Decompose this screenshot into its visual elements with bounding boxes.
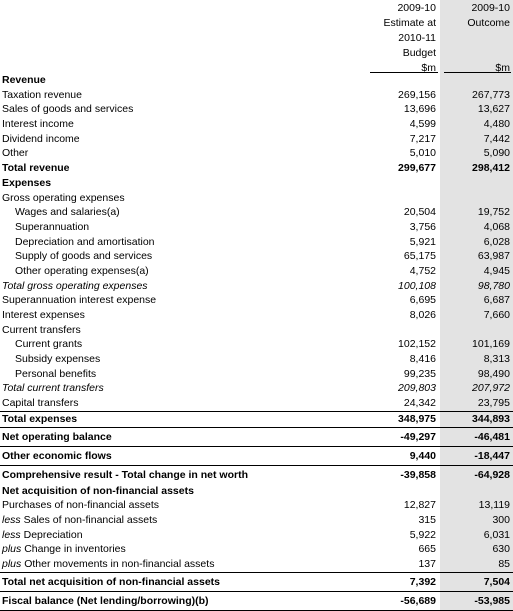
outcome-value: 13,119 [478, 499, 510, 512]
row-label-text: Depreciation [23, 528, 83, 541]
table-row [0, 465, 513, 484]
estimate-value: 665 [418, 543, 436, 556]
row-label-text: Other [2, 147, 29, 160]
row-label-text: Personal benefits [15, 367, 97, 380]
table-row [0, 367, 513, 382]
table-row [0, 176, 513, 191]
estimate-value: 137 [418, 557, 436, 570]
row-label [2, 73, 46, 88]
row-label [2, 447, 112, 465]
row-label [2, 396, 78, 411]
row-label-text: Superannuation [15, 220, 90, 233]
outcome-value: 98,780 [477, 279, 510, 292]
row-label-text: Other economic flows [2, 449, 112, 462]
outcome-value: 23,795 [477, 397, 510, 410]
row-label [2, 102, 133, 117]
row-label-text: Comprehensive result - Total change in net worth [2, 468, 249, 481]
table-header [0, 0, 513, 73]
row-label [2, 279, 148, 294]
table-row [0, 191, 513, 206]
row-label [15, 205, 120, 220]
row-label [2, 542, 126, 557]
header-unit: $m [421, 62, 436, 74]
row-label [2, 513, 157, 528]
table-row [0, 249, 513, 264]
row-label-text: Total current transfers [2, 382, 104, 395]
table-row [0, 220, 513, 235]
row-prefix: less [2, 513, 21, 526]
row-label-text: Revenue [2, 74, 46, 86]
row-label-text: Total net acquisition of non-financial assets [2, 575, 220, 588]
row-label [2, 176, 51, 191]
table-row [0, 542, 513, 557]
estimate-value: 24,342 [403, 397, 436, 410]
table-row [0, 146, 513, 161]
header-line [442, 31, 510, 46]
row-label-text: Total revenue [2, 162, 70, 175]
table-row [0, 557, 513, 572]
table-row [0, 264, 513, 279]
header-line: Estimate at [383, 17, 436, 29]
row-label [15, 367, 96, 382]
header-line: 2009-10 [397, 2, 436, 14]
header-line: 2009-10 [471, 2, 510, 14]
table-row [0, 591, 513, 611]
estimate-value: 5,010 [409, 147, 436, 160]
header-line [442, 46, 510, 61]
row-label [2, 484, 194, 499]
header-line: Outcome [467, 17, 510, 29]
table-row [0, 484, 513, 499]
row-label [2, 573, 220, 591]
row-label [15, 249, 152, 264]
table-row [0, 308, 513, 323]
row-label-text: Sales of goods and services [2, 103, 134, 116]
row-prefix: less [2, 528, 21, 541]
outcome-value: 63,987 [477, 250, 510, 263]
row-label [2, 428, 112, 446]
row-label [15, 337, 82, 352]
table-row [0, 132, 513, 147]
row-label-text: Change in inventories [24, 543, 126, 556]
row-label-text: Current grants [15, 338, 83, 351]
estimate-value: 269,156 [398, 88, 436, 101]
row-label-text: Net operating balance [2, 430, 112, 443]
estimate-value: -49,297 [400, 430, 436, 443]
estimate-value: 5,922 [409, 528, 436, 541]
row-label-text: Wages and salaries(a) [15, 206, 120, 219]
header-outcome-column [442, 1, 510, 76]
outcome-value: 4,480 [483, 118, 510, 131]
estimate-value: 4,752 [409, 264, 436, 277]
estimate-value: 20,504 [403, 206, 436, 219]
table-row [0, 279, 513, 294]
outcome-value: 5,090 [483, 147, 510, 160]
outcome-value: 13,627 [477, 103, 510, 116]
estimate-value: 8,416 [409, 353, 436, 366]
row-label-text: Capital transfers [2, 397, 79, 410]
table-row [0, 352, 513, 367]
header-estimate-column [368, 1, 436, 76]
row-label-text: Purchases of non-financial assets [2, 499, 160, 512]
header-unit: $m [495, 62, 510, 74]
outcome-value: 98,490 [477, 367, 510, 380]
table-row [0, 88, 513, 103]
table-row [0, 337, 513, 352]
estimate-value: 8,026 [409, 309, 436, 321]
estimate-value: 209,803 [398, 382, 436, 395]
estimate-value: 299,677 [398, 162, 436, 175]
row-label [2, 88, 82, 103]
table-body [0, 73, 513, 611]
table-row [0, 396, 513, 411]
outcome-value: 4,945 [483, 264, 510, 277]
outcome-value: 8,313 [483, 353, 510, 366]
row-label [2, 117, 74, 132]
row-label-text: Depreciation and amortisation [15, 235, 155, 248]
row-label [2, 323, 81, 338]
row-label [2, 466, 248, 484]
estimate-value: 7,392 [409, 575, 436, 588]
row-label-text: Superannuation interest expense [2, 294, 157, 307]
table-row [0, 235, 513, 250]
outcome-value: -46,481 [474, 430, 510, 443]
outcome-value: 85 [498, 557, 510, 570]
estimate-value: 100,108 [398, 279, 436, 292]
row-label-text: Total gross operating expenses [2, 279, 148, 292]
row-label [2, 191, 125, 206]
row-label [2, 293, 156, 308]
row-label [2, 132, 80, 147]
outcome-value: -18,447 [474, 449, 510, 462]
outcome-value: 6,687 [483, 294, 510, 307]
row-label [2, 412, 77, 427]
table-row [0, 411, 513, 427]
row-label-text: Expenses [2, 176, 52, 189]
row-label [15, 264, 149, 279]
outcome-value: 4,068 [483, 220, 510, 233]
outcome-value: -64,928 [474, 468, 510, 481]
row-label-text: Sales of non-financial assets [23, 513, 158, 526]
table-row [0, 513, 513, 528]
row-label-text: Other operating expenses(a) [15, 264, 149, 277]
table-row [0, 73, 513, 88]
outcome-value: 630 [492, 543, 510, 556]
row-label-text: Gross operating expenses [2, 191, 125, 204]
estimate-value: 4,599 [409, 118, 436, 131]
row-label-text: Other movements in non-financial assets [24, 557, 215, 570]
estimate-value: 6,695 [409, 294, 436, 307]
row-label [15, 235, 155, 250]
outcome-value: 101,169 [472, 338, 510, 351]
estimate-value: 9,440 [409, 449, 436, 462]
row-label-text: Interest expenses [2, 309, 85, 321]
outcome-value: 19,752 [477, 206, 510, 219]
row-label-text: Net acquisition of non-financial assets [2, 484, 194, 497]
outcome-value: 6,028 [483, 235, 510, 248]
row-label-text: Interest income [2, 118, 74, 131]
outcome-value: 344,893 [472, 412, 510, 425]
header-line: 2010-11 [398, 32, 436, 44]
outcome-value: 7,660 [483, 309, 510, 321]
estimate-value: -56,689 [400, 594, 436, 607]
table-row [0, 446, 513, 465]
outcome-value: 7,442 [483, 132, 510, 145]
table-row [0, 498, 513, 513]
outcome-value: 300 [492, 513, 510, 526]
estimate-value: 13,696 [403, 103, 436, 116]
outcome-value: -53,985 [474, 594, 510, 607]
row-prefix: plus [2, 557, 22, 570]
table-row [0, 102, 513, 117]
table-row [0, 427, 513, 446]
row-label [2, 308, 85, 323]
row-label [15, 220, 89, 235]
header-line: Budget [402, 47, 436, 59]
row-label [2, 528, 83, 543]
estimate-value: 5,921 [409, 235, 436, 248]
row-label [2, 161, 70, 176]
outcome-value: 298,412 [472, 162, 510, 175]
row-label-text: Fiscal balance (Net lending/borrowing)(b) [2, 594, 209, 607]
outcome-value: 6,031 [483, 528, 510, 541]
row-label [2, 381, 104, 396]
table-row [0, 205, 513, 220]
outcome-value: 207,972 [472, 382, 510, 395]
estimate-value: 7,217 [409, 132, 436, 145]
row-label-text: Taxation revenue [2, 88, 82, 101]
row-prefix: plus [2, 543, 22, 556]
row-label-text: Subsidy expenses [15, 353, 101, 366]
row-label-text: Supply of goods and services [15, 250, 153, 263]
table-row [0, 117, 513, 132]
estimate-value: 99,235 [403, 367, 436, 380]
outcome-value: 7,504 [483, 575, 510, 588]
table-row [0, 323, 513, 338]
estimate-value: 348,975 [398, 412, 436, 425]
row-label [15, 352, 100, 367]
row-label-text: Total expenses [2, 412, 78, 425]
row-label [2, 146, 28, 161]
estimate-value: 12,827 [403, 499, 436, 512]
table-row [0, 293, 513, 308]
estimate-value: 65,175 [403, 250, 436, 263]
estimate-value: -39,858 [400, 468, 436, 481]
estimate-value: 3,756 [409, 220, 436, 233]
estimate-value: 102,152 [398, 338, 436, 351]
outcome-value: 267,773 [472, 88, 510, 101]
row-label [2, 498, 159, 513]
row-label [2, 592, 209, 610]
row-label [2, 557, 214, 572]
table-row [0, 161, 513, 176]
estimate-value: 315 [418, 513, 436, 526]
table-row [0, 572, 513, 591]
table-row [0, 381, 513, 396]
row-label-text: Dividend income [2, 132, 80, 145]
row-label-text: Current transfers [2, 323, 81, 336]
table-row [0, 528, 513, 543]
